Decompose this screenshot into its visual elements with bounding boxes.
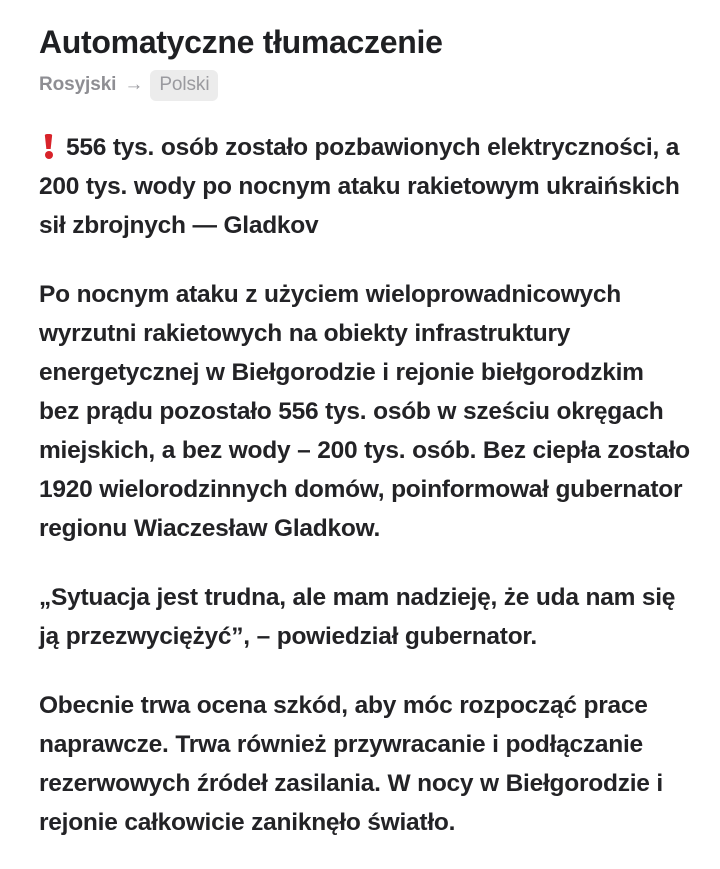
language-pair bbox=[39, 72, 690, 98]
translated-article bbox=[39, 128, 690, 842]
target-language-badge[interactable]: Polski bbox=[150, 70, 218, 101]
paragraph-details: Po nocnym ataku z użyciem wieloprowadnicowych wyrzutni rakietowych na obiekty infrastruktury energetycznej w Biełgorodzie i rejonie biełgorodzkim bez prądu pozostało 556 tys. osób w sześciu okręgach miejskich, a bez wody – 200 tys. osób. Bez ciepła zostało 1920 wielorodzinnych domów, poinformował gubernator regionu Wiaczesław Gladkow. bbox=[39, 281, 690, 542]
source-language-label: Rosyjski bbox=[39, 74, 117, 95]
page-title: Automatyczne tłumaczenie bbox=[39, 24, 443, 60]
paragraph-headline-text: 556 tys. osób zostało pozbawionych elektryczności, a 200 tys. wody po nocnym ataku rakietowym ukraińskich sił zbrojnych — Gladkov bbox=[39, 134, 680, 239]
paragraph-quote: „Sytuacja jest trudna, ale mam nadzieję, że uda nam się ją przezwyciężyć”, – powiedział gubernator. bbox=[39, 584, 676, 650]
arrow-right-icon: → bbox=[124, 74, 144, 95]
exclamation-mark-icon bbox=[39, 132, 59, 159]
paragraph-closing: Obecnie trwa ocena szkód, aby móc rozpocząć prace naprawcze. Trwa również przywracanie i podłączanie rezerwowych źródeł zasilania. W nocy w Biełgorodzie i rejonie całkowicie zaniknęło światło. bbox=[39, 692, 663, 836]
paragraph-headline bbox=[39, 128, 690, 245]
